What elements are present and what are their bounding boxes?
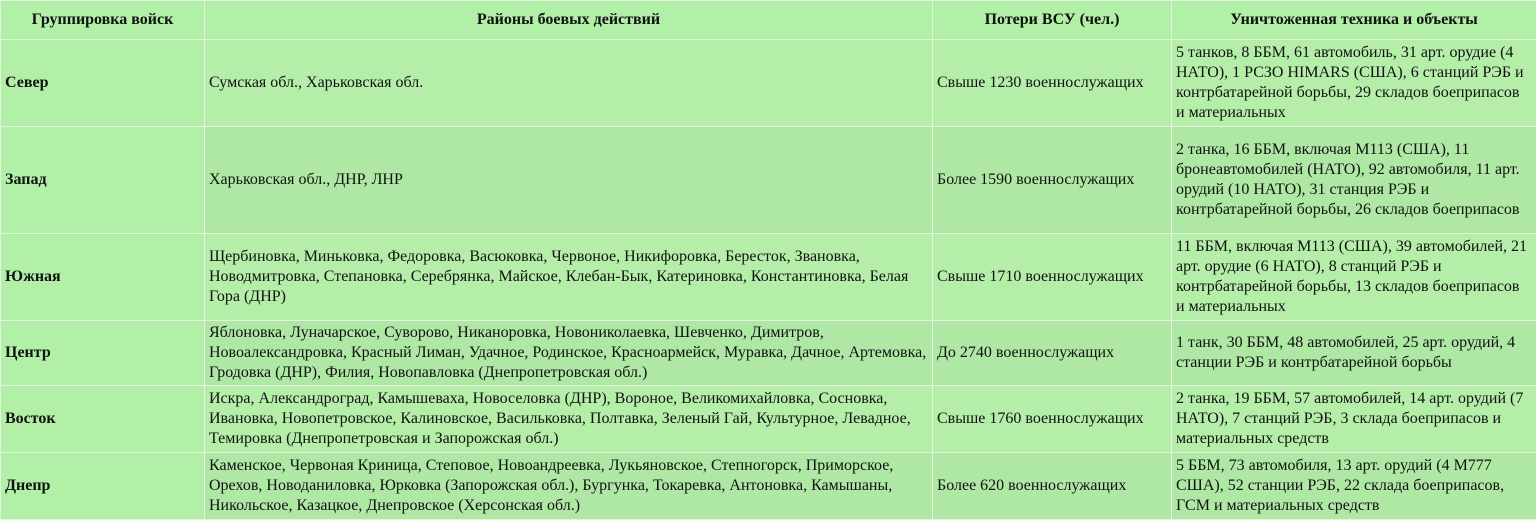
equipment-text: 2 танка, 19 ББМ, 57 автомобилей, 14 арт. орудий (7 НАТО), 7 станций РЭБ, 3 склада боеприпасов и материальных средств xyxy=(1176,390,1524,448)
equipment-cell xyxy=(1172,40,1536,127)
equipment-cell xyxy=(1172,321,1536,386)
losses-cell: Более 1590 военнослужащих xyxy=(933,127,1172,234)
table-row xyxy=(1,127,1536,234)
group-cell: Южная xyxy=(1,234,205,321)
areas-cell: Сумская обл., Харьковская обл. xyxy=(205,40,933,127)
header-losses: Потери ВСУ (чел.) xyxy=(933,1,1172,40)
losses-cell: Свыше 1710 военнослужащих xyxy=(933,234,1172,321)
group-cell: Запад xyxy=(1,127,205,234)
areas-cell: Искра, Александроград, Камышеваха, Новоселовка (ДНР), Вороное, Великомихайловка, Сосновка, Ивановка, Новопетровское, Калиновское, Васильковка, Полтавка, Зеленый Гай, Культурное, Левадное, Темировка (Днепропетровская и Запорожская обл.) xyxy=(205,386,933,453)
equipment-cell xyxy=(1172,453,1536,520)
header-areas: Районы боевых действий xyxy=(205,1,933,40)
table-row xyxy=(1,453,1536,520)
table-row xyxy=(1,40,1536,127)
areas-cell: Яблоновка, Луначарское, Суворово, Никаноровка, Новониколаевка, Шевченко, Димитров, Новоалександровка, Красный Лиман, Удачное, Родинское, Красноармейск, Муравка, Дачное, Артемовка, Гродовка (ДНР), Филия, Новопавловка (Днепропетровская обл.) xyxy=(205,321,933,386)
losses-cell: Более 620 военнослужащих xyxy=(933,453,1172,520)
equipment-text: 5 танков, 8 ББМ, 61 автомобиль, 31 арт. орудие (4 НАТО), 1 РСЗО HIMARS (США), 6 станций РЭБ и контрбатарейной борьбы, 29 складов боеприпасов и материальных xyxy=(1176,44,1524,122)
header-row xyxy=(1,1,1536,40)
group-cell: Восток xyxy=(1,386,205,453)
equipment-text: 2 танка, 16 ББМ, включая M113 (США), 11 бронеавтомобилей (НАТО), 92 автомобиля, 11 арт. орудий (10 НАТО), 31 станция РЭБ и контрбатарейной борьбы, 26 складов боеприпасов xyxy=(1176,141,1520,219)
equipment-text: 1 танк, 30 ББМ, 48 автомобилей, 25 арт. орудий, 4 станции РЭБ и контрбатарейной борьбы xyxy=(1176,334,1516,372)
areas-cell: Харьковская обл., ДНР, ЛНР xyxy=(205,127,933,234)
table-row xyxy=(1,234,1536,321)
equipment-cell xyxy=(1172,386,1536,453)
header-equipment: Уничтоженная техника и объекты xyxy=(1172,1,1536,40)
losses-cell: Свыше 1760 военнослужащих xyxy=(933,386,1172,453)
group-cell: Север xyxy=(1,40,205,127)
equipment-text: 11 ББМ, включая M113 (США), 39 автомобилей, 21 арт. орудие (6 НАТО), 8 станций РЭБ и контрбатарейной борьбы, 13 складов боеприпасов и материальных xyxy=(1176,238,1528,316)
table-row xyxy=(1,321,1536,386)
areas-cell: Каменское, Червоная Криница, Степовое, Новоандреевка, Лукьяновское, Степногорск, Приморское, Орехов, Новоданиловка, Юрковка (Запорожская обл.), Бургунка, Токаревка, Антоновка, Камышаны, Никольское, Казацкое, Днепровское (Херсонская обл.) xyxy=(205,453,933,520)
losses-cell: Свыше 1230 военнослужащих xyxy=(933,40,1172,127)
areas-cell: Щербиновка, Миньковка, Федоровка, Васюковка, Червоное, Никифоровка, Бересток, Звановка, Новодмитровка, Степановка, Серебрянка, Майское, Клебан-Бык, Катериновка, Константиновка, Белая Гора (ДНР) xyxy=(205,234,933,321)
header-group: Группировка войск xyxy=(1,1,205,40)
table-row xyxy=(1,386,1536,453)
equipment-cell xyxy=(1172,127,1536,234)
equipment-cell xyxy=(1172,234,1536,321)
group-cell: Центр xyxy=(1,321,205,386)
losses-cell: До 2740 военнослужащих xyxy=(933,321,1172,386)
equipment-text: 5 ББМ, 73 автомобиля, 13 арт. орудий (4 M777 США), 52 станции РЭБ, 22 склада боеприпасов, ГСМ и материальных средств xyxy=(1176,457,1505,515)
group-cell: Днепр xyxy=(1,453,205,520)
